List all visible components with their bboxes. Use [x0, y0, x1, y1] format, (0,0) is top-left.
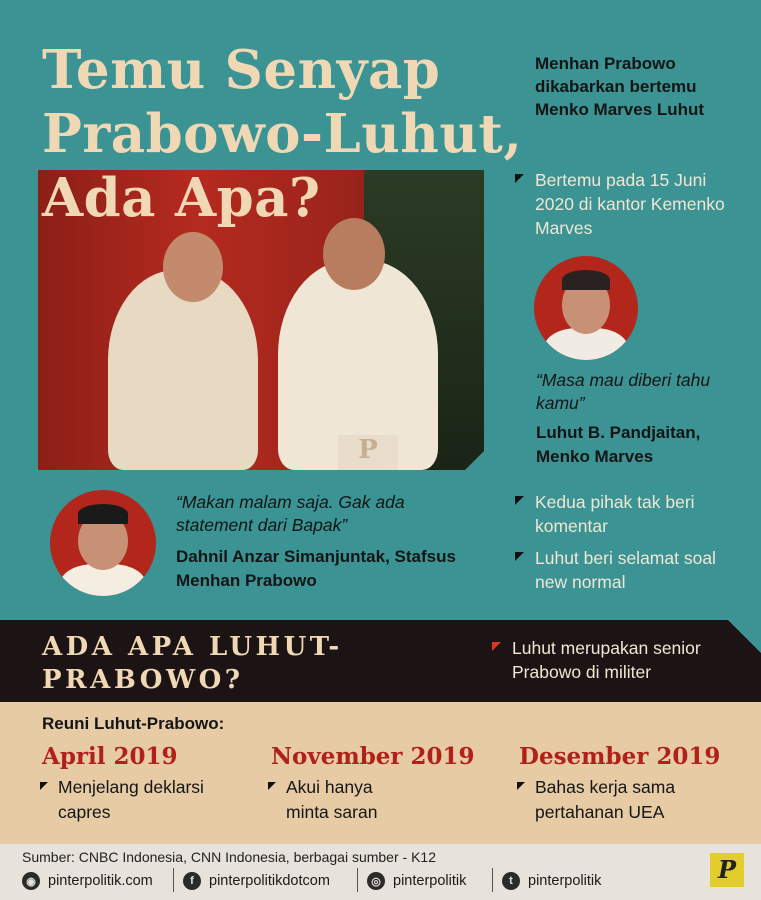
social-label: pinterpolitik.com [48, 873, 153, 889]
bullet-marker-icon [40, 782, 48, 790]
facebook-icon: f [183, 872, 201, 890]
pinterpolitik-logo: P [710, 853, 744, 887]
luhut-avatar [534, 256, 638, 360]
bullet-marker-icon [515, 174, 524, 183]
avatar-hair [562, 270, 610, 290]
twitter-icon: t [502, 872, 520, 890]
dahnil-name: Dahnil Anzar Simanjuntak, Stafsus Menhan Prabowo [176, 547, 456, 590]
bullet-senior [512, 636, 742, 684]
social-facebook[interactable] [183, 870, 330, 892]
social-label: pinterpolitik [393, 873, 467, 889]
social-twitter[interactable] [502, 870, 601, 892]
social-label: pinterpolitikdotcom [209, 873, 330, 889]
timeline-label: Reuni Luhut-Prabowo: [42, 714, 225, 733]
social-website[interactable] [22, 870, 153, 892]
bullet-marker-icon [515, 552, 524, 561]
bullet-marker-icon [268, 782, 276, 790]
timeline-date: Desember 2019 [519, 743, 721, 770]
page-title [42, 38, 522, 230]
title-line-2: Prabowo-Luhut, [42, 103, 523, 165]
avatar-cap [78, 504, 128, 524]
timeline-item [286, 775, 406, 825]
footer-divider [173, 868, 174, 892]
watermark-logo: P [338, 435, 398, 470]
title-line-1: Temu Senyap [42, 39, 441, 101]
prabowo-head [163, 232, 223, 302]
footer-divider [492, 868, 493, 892]
bullet-no-comment [535, 490, 745, 538]
social-label: pinterpolitik [528, 873, 602, 889]
source-text: Sumber: CNBC Indonesia, CNN Indonesia, berbagai sumber - K12 [22, 849, 436, 865]
timeline-date: April 2019 [42, 743, 178, 770]
social-instagram[interactable] [367, 870, 466, 892]
dahnil-quote: “Makan malam saja. Gak ada statement dari Bapak” [176, 492, 405, 535]
hero-corner-cut [465, 440, 495, 470]
timeline-text: Bahas kerja sama pertahanan UEA [535, 777, 676, 822]
luhut-quote: “Masa mau diberi tahu kamu” [536, 370, 711, 413]
timeline-item [58, 775, 208, 825]
section-heading [42, 631, 343, 697]
instagram-icon: ◎ [367, 872, 385, 890]
bullet-new-normal [535, 546, 745, 594]
section-heading-line-1: ADA APA LUHUT- [42, 632, 343, 662]
bullet-text: Bertemu pada 15 Juni 2020 di kantor Kemenko Marves [535, 170, 725, 238]
bullet-text: Luhut merupakan senior Prabowo di militer [512, 638, 701, 682]
timeline-text: Akui hanya minta saran [286, 777, 378, 822]
dahnil-avatar [50, 490, 156, 596]
bullet-text: Kedua pihak tak beri komentar [535, 492, 695, 536]
bullet-marker-icon [515, 496, 524, 505]
bullet-marker-icon [492, 642, 501, 651]
luhut-name: Luhut B. Pandjaitan, Menko Marves [536, 423, 701, 466]
timeline-item [535, 775, 705, 825]
timeline-date: November 2019 [271, 743, 475, 770]
bullet-marker-icon [517, 782, 525, 790]
lead-text: Menhan Prabowo dikabarkan bertemu Menko Marves Luhut [535, 54, 705, 119]
section-heading-line-2: PRABOWO? [42, 665, 244, 695]
timeline-text: Menjelang deklarsi capres [58, 777, 204, 822]
title-line-3: Ada Apa? [42, 167, 321, 229]
footer-divider [357, 868, 358, 892]
bullet-meeting-date [535, 168, 740, 240]
globe-icon: ◉ [22, 872, 40, 890]
bullet-text: Luhut beri selamat soal new normal [535, 548, 716, 592]
